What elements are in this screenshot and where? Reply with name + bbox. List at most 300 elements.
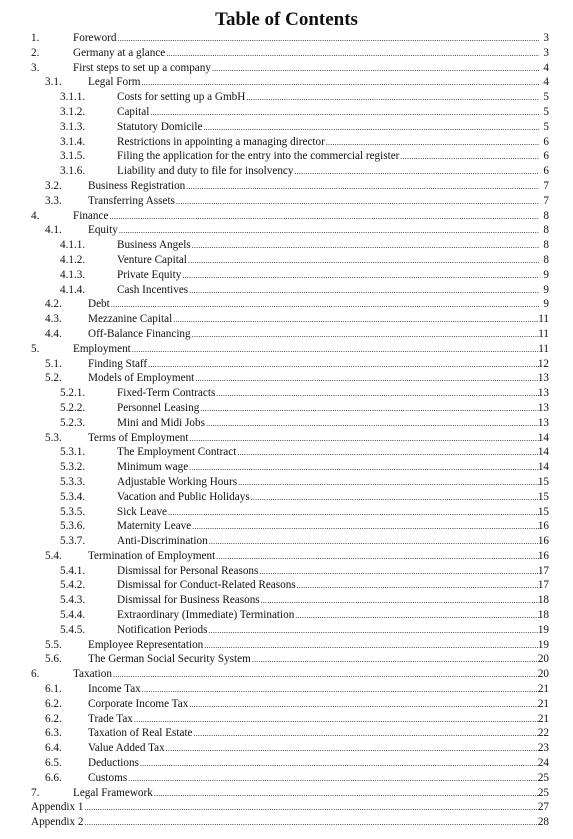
toc-entry-label-wrap[interactable] [88,297,539,313]
toc-entry-label-wrap[interactable] [88,194,539,210]
toc-entry[interactable] [0,416,573,431]
toc-entry-label-wrap[interactable] [88,75,539,91]
dot-leader [297,579,539,594]
toc-entry-page-number: 5 [543,120,549,133]
toc-entry-label-wrap[interactable] [73,667,539,683]
toc-entry-label-wrap[interactable] [117,475,539,491]
toc-entry-page-number: 17 [537,564,549,577]
dot-leader [195,372,539,387]
toc-entry-label[interactable]: Appendix 2 [31,816,84,829]
toc-entry[interactable] [0,697,573,712]
toc-entry[interactable] [0,149,573,164]
toc-entry-number: 4.2. [45,298,62,311]
dot-leader [252,653,539,668]
toc-entry-label[interactable]: Business Angels [117,239,191,252]
toc-entry-label[interactable]: Foreword [73,32,117,44]
toc-entry-label-wrap[interactable] [117,593,539,609]
toc-entry-label-wrap[interactable] [117,105,539,121]
toc-entry-page-number: 28 [537,816,549,829]
toc-entry-label[interactable]: Appendix 1 [31,801,84,814]
toc-entry-label-wrap[interactable] [117,564,539,580]
dot-leader [200,402,539,417]
toc-entry-number: 3.1.4. [60,135,86,148]
toc-entry-page-number: 5 [543,91,549,104]
toc-entry-label[interactable]: Restrictions in appointing a managing director [117,135,325,148]
toc-entry[interactable] [0,608,573,623]
toc-entry-page-number: 11 [538,342,549,355]
toc-entry-number: 5.4.3. [60,594,86,607]
toc-entry-label-wrap[interactable] [88,327,539,343]
toc-entry[interactable] [0,90,573,105]
toc-entry-label[interactable]: Taxation of Real Estate [88,727,193,740]
toc-entry[interactable] [0,31,573,46]
toc-entry-label[interactable]: Income Tax [88,683,141,696]
toc-entry-label-wrap[interactable] [117,386,539,402]
toc-entry-label[interactable]: Germany at a glance [73,46,166,59]
dot-leader [326,136,539,151]
toc-entry-page-number: 13 [537,372,549,385]
toc-entry[interactable] [0,105,573,120]
toc-entry-page-number: 9 [543,283,549,296]
toc-entry-label[interactable]: Vacation and Public Holidays [117,490,250,503]
toc-entry-page-number: 13 [537,387,549,400]
toc-entry-number: 3.1.1. [60,91,86,104]
toc-entry-label-wrap[interactable] [88,726,539,742]
toc-entry-page-number: 22 [537,727,549,740]
toc-entry-label-wrap[interactable] [88,756,539,772]
toc-entry-page-number: 3 [543,32,549,44]
toc-entry-number: 5.1. [45,357,62,370]
toc-entry-number: 3.3. [45,194,62,207]
toc-entry[interactable] [0,238,573,253]
toc-entry[interactable] [0,223,573,238]
toc-entry-page-number: 15 [537,490,549,503]
toc-entry[interactable] [0,771,573,786]
toc-entry-number: 5.2.1. [60,387,86,400]
toc-entry-label-wrap[interactable] [73,46,539,62]
toc-entry-label[interactable]: Equity [88,224,118,237]
dot-leader [212,62,539,77]
toc-entry-number: 4. [31,209,40,222]
toc-entry-label-wrap[interactable] [117,253,539,269]
dot-leader [140,757,539,772]
toc-entry-label-wrap[interactable] [88,357,539,373]
toc-entry-label[interactable]: Finance [73,209,109,222]
toc-entry-label[interactable]: Deductions [88,757,139,770]
toc-entry-page-number: 4 [543,61,549,74]
toc-entry-page-number: 4 [543,76,549,89]
toc-entry[interactable] [0,741,573,756]
toc-entry-label-wrap[interactable] [73,31,539,47]
toc-entry-page-number: 6 [543,135,549,148]
dot-leader [128,772,539,787]
dot-leader [194,727,539,742]
toc-entry[interactable] [0,75,573,90]
toc-entry-label-wrap[interactable] [88,549,539,565]
toc-entry-label-wrap[interactable] [88,638,539,654]
toc-entry-label[interactable]: Private Equity [117,268,182,281]
dot-leader [142,76,539,91]
toc-entry[interactable] [0,327,573,342]
toc-entry-page-number: 6 [543,150,549,163]
dot-leader [186,180,539,195]
toc-entry-label-wrap[interactable] [117,238,539,254]
dot-leader [192,328,539,343]
toc-entry-number: 5.4.2. [60,579,86,592]
toc-entry[interactable] [0,357,573,372]
toc-entry-label-wrap[interactable] [117,283,539,299]
dot-leader [166,47,539,62]
toc-entry-label-wrap[interactable] [73,786,539,802]
toc-entry-label[interactable]: Capital [117,105,150,118]
toc-entry[interactable] [0,371,573,386]
toc-entry-page-number: 21 [537,683,549,696]
toc-entry-label-wrap[interactable] [31,815,539,831]
dot-leader [189,698,539,713]
toc-entry-label-wrap[interactable] [117,460,539,476]
toc-entry[interactable] [0,800,573,815]
toc-entry-page-number: 3 [543,46,549,59]
toc-entry-label-wrap[interactable] [117,149,539,165]
toc-entry-label-wrap[interactable] [88,312,539,328]
toc-entry-number: 5.3.6. [60,520,86,533]
dot-leader [216,550,539,565]
toc-entry-label[interactable]: Maternity Leave [117,520,192,533]
toc-entry-number: 3. [31,61,40,74]
toc-entry[interactable] [0,445,573,460]
toc-entry[interactable] [0,120,573,135]
toc-entry-label[interactable]: Dismissal for Business Reasons [117,594,260,607]
toc-entry[interactable] [0,312,573,327]
toc-entry-page-number: 8 [543,239,549,252]
toc-entry-number: 5.3.1. [60,446,86,459]
dot-leader [166,742,539,757]
toc-entry-label[interactable]: Models of Employment [88,372,195,385]
toc-entry-number: 5.3.2. [60,461,86,474]
toc-entry-number: 6.3. [45,727,62,740]
toc-entry-label[interactable]: Corporate Income Tax [88,697,189,710]
dot-leader [206,417,539,432]
dot-leader [119,224,539,239]
toc-entry-label-wrap[interactable] [117,490,539,506]
toc-entry-page-number: 25 [537,786,549,799]
toc-entry[interactable] [0,534,573,549]
toc-entry[interactable] [0,386,573,401]
toc-entry-label[interactable]: Taxation [73,668,112,681]
toc-entry[interactable] [0,815,573,830]
toc-entry-label-wrap[interactable] [88,223,539,239]
toc-entry-label[interactable]: Off-Balance Financing [88,327,191,340]
toc-entry-page-number: 17 [537,579,549,592]
toc-entry[interactable] [0,135,573,150]
toc-entry-label-wrap[interactable] [73,61,539,77]
toc-entry-number: 5. [31,342,40,355]
toc-entry[interactable] [0,578,573,593]
toc-entry-number: 4.1.4. [60,283,86,296]
toc-entry-page-number: 11 [538,313,549,326]
toc-entry-page-number: 9 [543,268,549,281]
toc-entry-page-number: 6 [543,165,549,178]
toc-entry-page-number: 20 [537,653,549,666]
toc-entry-label[interactable]: Minimum wage [117,461,189,474]
toc-entry-page-number: 11 [538,327,549,340]
toc-entry-number: 3.1.3. [60,120,86,133]
dot-leader [237,446,539,461]
toc-entry[interactable] [0,756,573,771]
toc-entry-label-wrap[interactable] [117,120,539,136]
dot-leader [109,210,539,225]
dot-leader [134,713,539,728]
toc-entry-label-wrap[interactable] [117,90,539,106]
toc-entry-label-wrap[interactable] [88,179,539,195]
dot-leader [203,121,539,136]
toc-entry-number: 3.1.6. [60,165,86,178]
toc-entry-number: 5.3.3. [60,475,86,488]
toc-entry-label[interactable]: First steps to set up a company [73,61,211,74]
toc-entry-label-wrap[interactable] [73,209,539,225]
toc-entry-label-wrap[interactable] [88,431,539,447]
toc-entry-number: 6.4. [45,742,62,755]
toc-entry-label-wrap[interactable] [117,164,539,180]
toc-entry-label-wrap[interactable] [88,741,539,757]
toc-entry-label-wrap[interactable] [117,578,539,594]
toc-entry-label[interactable]: Statutory Domicile [117,120,203,133]
dot-leader [176,195,539,210]
toc-entry[interactable] [0,593,573,608]
dot-leader [118,32,540,47]
toc-entry-page-number: 14 [537,446,549,459]
toc-entry-label[interactable]: Adjustable Working Hours [117,475,238,488]
dot-leader [182,269,539,284]
toc-entry-label[interactable]: Dismissal for Conduct-Related Reasons [117,579,296,592]
dot-leader [259,565,539,580]
toc-entry-label[interactable]: Fixed-Term Contracts [117,387,216,400]
toc-entry-label[interactable]: Cash Incentives [117,283,189,296]
dot-leader [132,343,539,358]
toc-entry-label-wrap[interactable] [88,371,539,387]
toc-entry-number: 2. [31,46,40,59]
toc-entry[interactable] [0,549,573,564]
toc-entry-page-number: 8 [543,209,549,222]
dot-leader [189,461,539,476]
toc-entry-label-wrap[interactable] [117,401,539,417]
toc-entry-label-wrap[interactable] [117,135,539,151]
dot-leader [251,491,539,506]
toc-entry-label-wrap[interactable] [117,623,539,639]
toc-entry[interactable] [0,253,573,268]
toc-entry-page-number: 16 [537,520,549,533]
toc-entry-label-wrap[interactable] [88,697,539,713]
toc-entry[interactable] [0,786,573,801]
toc-entry-page-number: 21 [537,712,549,725]
toc-entry[interactable] [0,268,573,283]
toc-entry-label[interactable]: Personnel Leasing [117,401,200,414]
toc-entry-number: 5.5. [45,638,62,651]
dot-leader [189,284,539,299]
toc-entry-label[interactable]: The Employment Contract [117,446,237,459]
toc-entry-label[interactable]: Customs [88,771,128,784]
toc-entry-number: 6.2. [45,697,62,710]
dot-leader [238,476,539,491]
toc-entry-label[interactable]: Notification Periods [117,623,208,636]
toc-entry-label[interactable]: Finding Staff [88,357,148,370]
toc-entry-number: 4.1.1. [60,239,86,252]
toc-entry[interactable] [0,475,573,490]
toc-entry[interactable] [0,726,573,741]
dot-leader [209,535,539,550]
toc-entry-number: 4.3. [45,313,62,326]
page-title: Table of Contents [215,9,358,30]
toc-entry-number: 6.6. [45,771,62,784]
toc-entry-label[interactable]: Costs for setting up a GmbH [117,91,246,104]
dot-leader [192,239,539,254]
toc-entry-label[interactable]: Transferring Assets [88,194,175,207]
toc-entry[interactable] [0,164,573,179]
toc-entry-number: 6.5. [45,757,62,770]
toc-entry-label[interactable]: Sick Leave [117,505,168,518]
toc-entry[interactable] [0,194,573,209]
toc-entry-label-wrap[interactable] [117,268,539,284]
dot-leader [111,298,539,313]
toc-entry[interactable] [0,623,573,638]
toc-entry[interactable] [0,283,573,298]
toc-entry-label[interactable]: Extraordinary (Immediate) Termination [117,609,295,622]
dot-leader [150,106,539,121]
toc-entry[interactable] [0,519,573,534]
toc-entry[interactable] [0,667,573,682]
toc-list [0,31,573,830]
toc-entry[interactable] [0,342,573,357]
dot-leader [188,254,539,269]
toc-entry-label[interactable]: The German Social Security System [88,653,251,666]
toc-entry-label-wrap[interactable] [88,652,539,668]
toc-entry-label-wrap[interactable] [117,505,539,521]
toc-entry[interactable] [0,638,573,653]
toc-entry-number: 5.4. [45,549,62,562]
toc-entry-number: 5.2. [45,372,62,385]
toc-entry[interactable] [0,431,573,446]
toc-entry[interactable] [0,712,573,727]
toc-entry-label[interactable]: Venture Capital [117,253,187,266]
toc-entry-label[interactable]: Terms of Employment [88,431,189,444]
toc-entry[interactable] [0,46,573,61]
toc-entry-label-wrap[interactable] [117,416,539,432]
toc-entry-label-wrap[interactable] [73,342,539,358]
dot-leader [113,668,539,683]
toc-entry-number: 3.1.5. [60,150,86,163]
toc-entry-label[interactable]: Mezzanine Capital [88,313,173,326]
toc-entry-label[interactable]: Business Registration [88,179,186,192]
toc-entry[interactable] [0,297,573,312]
toc-entry-label-wrap[interactable] [117,534,539,550]
toc-entry-number: 6.1. [45,683,62,696]
toc-entry[interactable] [0,179,573,194]
toc-entry-label[interactable]: Termination of Employment [88,549,216,562]
dot-leader [204,639,539,654]
toc-entry-page-number: 18 [537,609,549,622]
toc-entry-number: 4.1.3. [60,268,86,281]
toc-entry-number: 4.1. [45,224,62,237]
toc-entry-label[interactable]: Legal Form [88,76,141,89]
dot-leader [190,432,539,447]
toc-entry-number: 5.4.1. [60,564,86,577]
toc-entry-page-number: 8 [543,253,549,266]
toc-entry-page-number: 13 [537,401,549,414]
toc-entry[interactable] [0,401,573,416]
toc-entry-number: 4.4. [45,327,62,340]
toc-entry[interactable] [0,682,573,697]
toc-entry-page-number: 23 [537,742,549,755]
dot-leader [246,91,539,106]
toc-entry-page-number: 18 [537,594,549,607]
toc-entry-label[interactable]: Trade Tax [88,712,133,725]
toc-entry-label[interactable]: Liability and duty to file for insolvency [117,165,294,178]
toc-entry-page-number: 15 [537,505,549,518]
toc-entry-number: 4.1.2. [60,253,86,266]
toc-entry-number: 3.2. [45,179,62,192]
dot-leader [400,150,539,165]
toc-entry-page-number: 8 [543,224,549,237]
toc-entry-page-number: 7 [543,179,549,192]
toc-entry-label[interactable]: Dismissal for Personal Reasons [117,564,259,577]
toc-entry[interactable] [0,505,573,520]
toc-entry-page-number: 14 [537,431,549,444]
toc-entry-number: 6.2. [45,712,62,725]
toc-entry-label[interactable]: Filing the application for the entry into the commercial register [117,150,400,163]
toc-entry-label-wrap[interactable] [88,771,539,787]
toc-entry[interactable] [0,652,573,667]
toc-entry[interactable] [0,209,573,224]
toc-entry-page-number: 19 [537,623,549,636]
dot-leader [208,624,539,639]
toc-entry-page-number: 21 [537,697,549,710]
toc-entry-label[interactable]: Employment [73,342,131,355]
toc-entry-page-number: 19 [537,638,549,651]
dot-leader [154,787,539,802]
dot-leader [216,387,539,402]
toc-entry-page-number: 12 [537,357,549,370]
toc-entry-page-number: 13 [537,416,549,429]
toc-entry-label-wrap[interactable] [117,445,539,461]
toc-entry-page-number: 5 [543,105,549,118]
dot-leader [295,609,539,624]
toc-entry-label[interactable]: Value Added Tax [88,742,165,755]
toc-entry-label[interactable]: Mini and Midi Jobs [117,416,205,429]
toc-entry-number: 5.2.3. [60,416,86,429]
toc-entry-label[interactable]: Employee Representation [88,638,204,651]
toc-entry-number: 3.1.2. [60,105,86,118]
toc-entry-label-wrap[interactable] [88,712,539,728]
toc-entry-number: 5.3.4. [60,490,86,503]
toc-entry-number: 6. [31,668,40,681]
toc-entry-page-number: 20 [537,668,549,681]
toc-entry-label-wrap[interactable] [31,800,539,816]
dot-leader [85,801,539,816]
toc-entry-label-wrap[interactable] [117,608,539,624]
dot-leader [192,520,539,535]
toc-entry-number: 5.2.2. [60,401,86,414]
toc-entry-label[interactable]: Anti-Discrimination [117,535,208,548]
toc-entry[interactable] [0,61,573,76]
toc-entry[interactable] [0,564,573,579]
toc-entry-label[interactable]: Debt [88,298,110,311]
toc-entry-label[interactable]: Legal Framework [73,786,153,799]
toc-entry-page-number: 7 [543,194,549,207]
toc-entry[interactable] [0,490,573,505]
toc-entry-label-wrap[interactable] [117,519,539,535]
toc-entry[interactable] [0,460,573,475]
toc-entry-label-wrap[interactable] [88,682,539,698]
